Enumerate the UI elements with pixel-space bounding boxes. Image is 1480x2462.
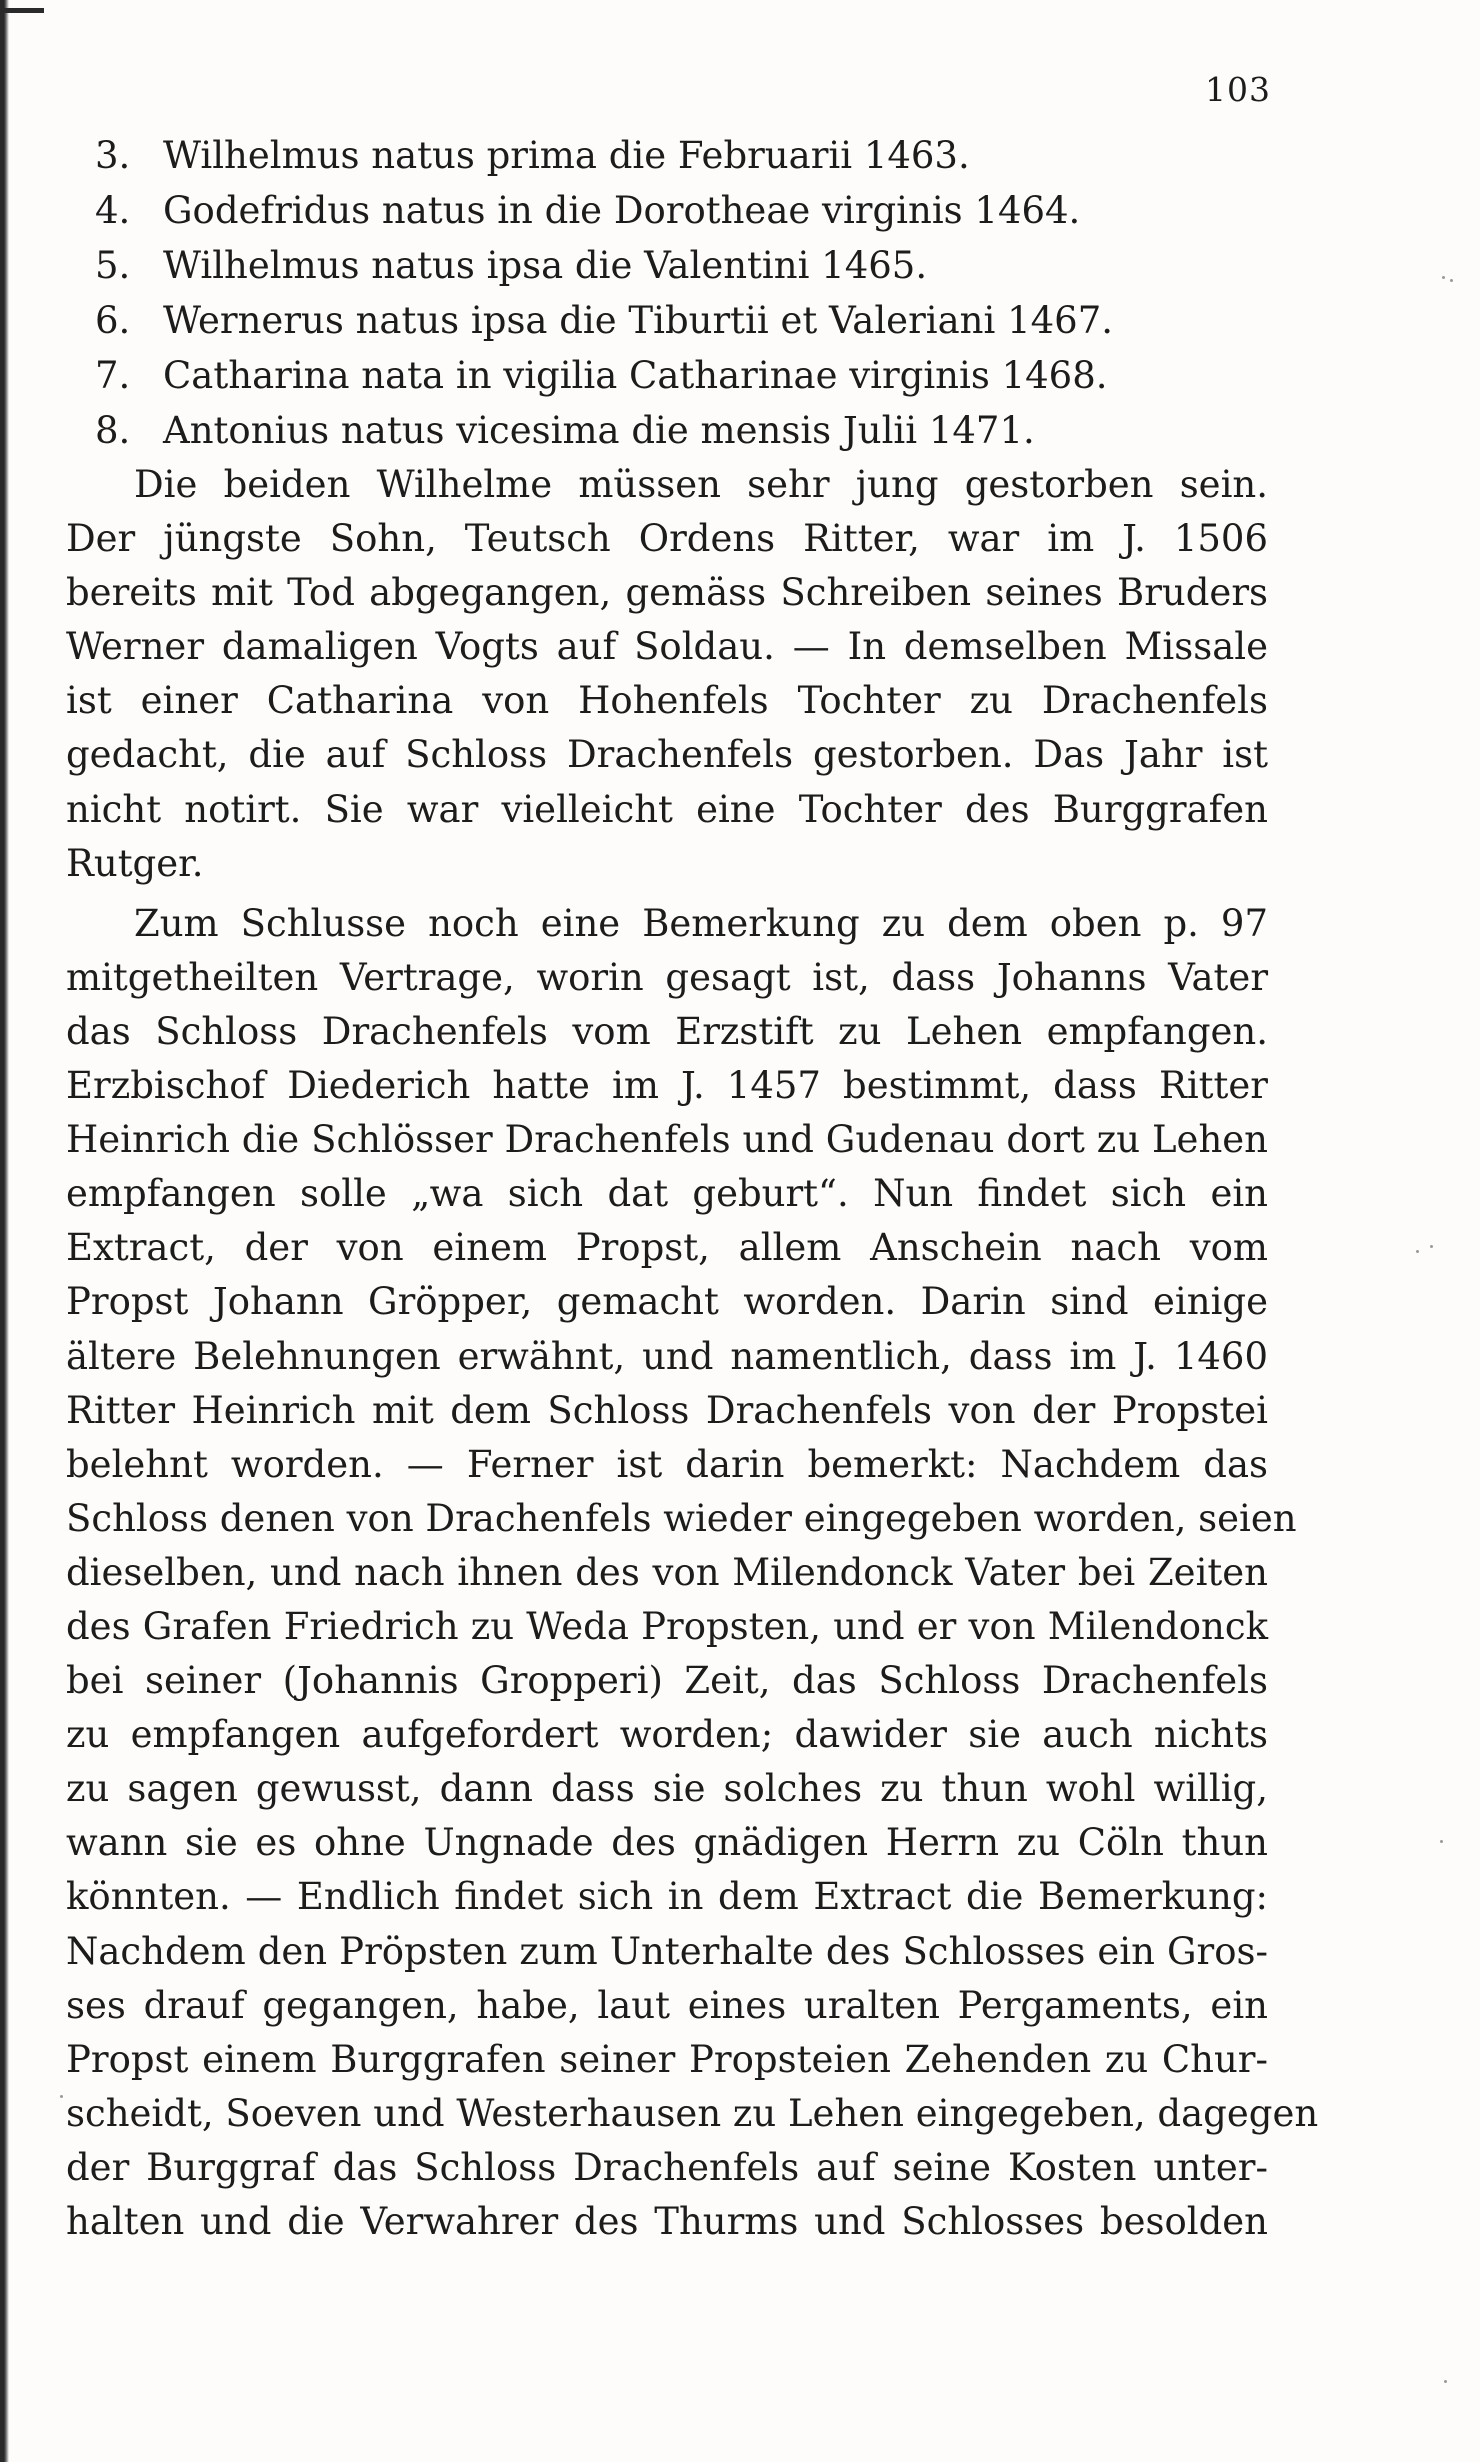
list-item-number: 8. xyxy=(95,409,131,452)
text-line: ist einer Catharina von Hohenfels Tochter zu Drachenfels xyxy=(66,679,1268,723)
list-item-text: Wernerus natus ipsa die Tiburtii et Valeriani 1467. xyxy=(163,299,1114,342)
list-item-number: 6. xyxy=(95,299,131,342)
text-line: gedacht, die auf Schloss Drachenfels gestorben. Das Jahr ist xyxy=(66,733,1268,777)
text-line: bereits mit Tod abgegangen, gemäss Schreiben seines Bruders xyxy=(66,571,1268,615)
list-item xyxy=(95,238,1295,293)
birth-list xyxy=(95,128,1295,458)
text-line: könnten. — Endlich findet sich in dem Extract die Bemerkung: xyxy=(66,1875,1268,1919)
list-item-number: 7. xyxy=(95,354,131,397)
list-item-number: 5. xyxy=(95,244,131,287)
page-binding-corner xyxy=(0,8,44,13)
text-line: nicht notirt. Sie war vielleicht eine Tochter des Burggrafen xyxy=(66,787,1268,831)
list-item xyxy=(95,403,1295,458)
paragraph-schlusse xyxy=(66,897,1319,2249)
text-line: belehnt worden. — Ferner ist darin bemerkt: Nachdem das xyxy=(66,1442,1268,1486)
text-line: Heinrich die Schlösser Drachenfels und Gudenau dort zu Lehen xyxy=(66,1118,1268,1162)
text-line: das Schloss Drachenfels vom Erzstift zu Lehen empfangen. xyxy=(66,1009,1268,1053)
list-item xyxy=(95,128,1295,183)
text-line: Erzbischof Diederich hatte im J. 1457 bestimmt, dass Ritter xyxy=(66,1064,1268,1108)
list-item-text: Antonius natus vicesima die mensis Julii 1471. xyxy=(163,409,1035,452)
text-line: mitgetheilten Vertrage, worin gesagt ist, dass Johanns Vater xyxy=(66,955,1268,999)
list-item xyxy=(95,183,1295,238)
list-item-text: Catharina nata in vigilia Catharinae virginis 1468. xyxy=(163,354,1108,397)
text-line: Rutger. xyxy=(66,841,204,885)
list-item xyxy=(95,293,1295,348)
text-line: ses drauf gegangen, habe, laut eines uralten Pergaments, ein xyxy=(66,1983,1268,2027)
body-text xyxy=(66,458,1319,2249)
text-line: Der jüngste Sohn, Teutsch Ordens Ritter, war im J. 1506 xyxy=(66,517,1268,561)
text-line: des Grafen Friedrich zu Weda Propsten, und er von Milendonck xyxy=(66,1604,1268,1648)
list-item-text: Godefridus natus in die Dorotheae virginis 1464. xyxy=(163,189,1081,232)
text-line: zu sagen gewusst, dann dass sie solches zu thun wohl willig, xyxy=(66,1767,1268,1811)
text-line: Zum Schlusse noch eine Bemerkung zu dem oben p. 97 xyxy=(134,901,1268,945)
text-line: dieselben, und nach ihnen des von Milendonck Vater bei Zeiten xyxy=(66,1550,1268,1594)
text-line: scheidt, Soeven und Westerhausen zu Lehen eingegeben, dagegen xyxy=(66,2091,1319,2135)
text-line: Nachdem den Pröpsten zum Unterhalte des Schlosses ein Gros- xyxy=(66,1929,1268,1973)
list-item-text: Wilhelmus natus ipsa die Valentini 1465. xyxy=(163,244,928,287)
text-line: Die beiden Wilhelme müssen sehr jung gestorben sein. xyxy=(134,463,1268,506)
text-line: empfangen solle „wa sich dat geburt“. Nun findet sich ein xyxy=(66,1172,1268,1216)
text-line: Schloss denen von Drachenfels wieder eingegeben worden, seien xyxy=(66,1496,1297,1540)
text-line: Ritter Heinrich mit dem Schloss Drachenfels von der Propstei xyxy=(66,1388,1268,1432)
text-line: halten und die Verwahrer des Thurms und Schlosses besolden xyxy=(66,2200,1268,2243)
list-item-text: Wilhelmus natus prima die Februarii 1463. xyxy=(163,134,970,177)
text-line: ältere Belehnungen erwähnt, und namentlich, dass im J. 1460 xyxy=(66,1334,1268,1378)
text-line: Werner damaligen Vogts auf Soldau. — In demselben Missale xyxy=(66,625,1268,669)
text-line: Propst einem Burggrafen seiner Propsteien Zehenden zu Chur- xyxy=(66,2037,1268,2081)
page-binding-edge xyxy=(0,0,9,2462)
text-line: der Burggraf das Schloss Drachenfels auf seine Kosten unter- xyxy=(66,2145,1268,2189)
text-line: Propst Johann Gröpper, gemacht worden. Darin sind einige xyxy=(66,1280,1268,1324)
text-line: bei seiner (Johannis Gropperi) Zeit, das Schloss Drachenfels xyxy=(66,1659,1268,1703)
text-line: Extract, der von einem Propst, allem Anschein nach vom xyxy=(66,1226,1268,1270)
list-item xyxy=(95,348,1295,403)
text-line: zu empfangen aufgefordert worden; dawider sie auch nichts xyxy=(66,1713,1268,1757)
list-item-number: 3. xyxy=(95,134,131,177)
page-number: 103 xyxy=(1205,70,1271,109)
list-item-number: 4. xyxy=(95,189,131,232)
text-line: wann sie es ohne Ungnade des gnädigen Herrn zu Cöln thun xyxy=(66,1821,1268,1865)
paragraph-wilhelme xyxy=(66,458,1268,891)
